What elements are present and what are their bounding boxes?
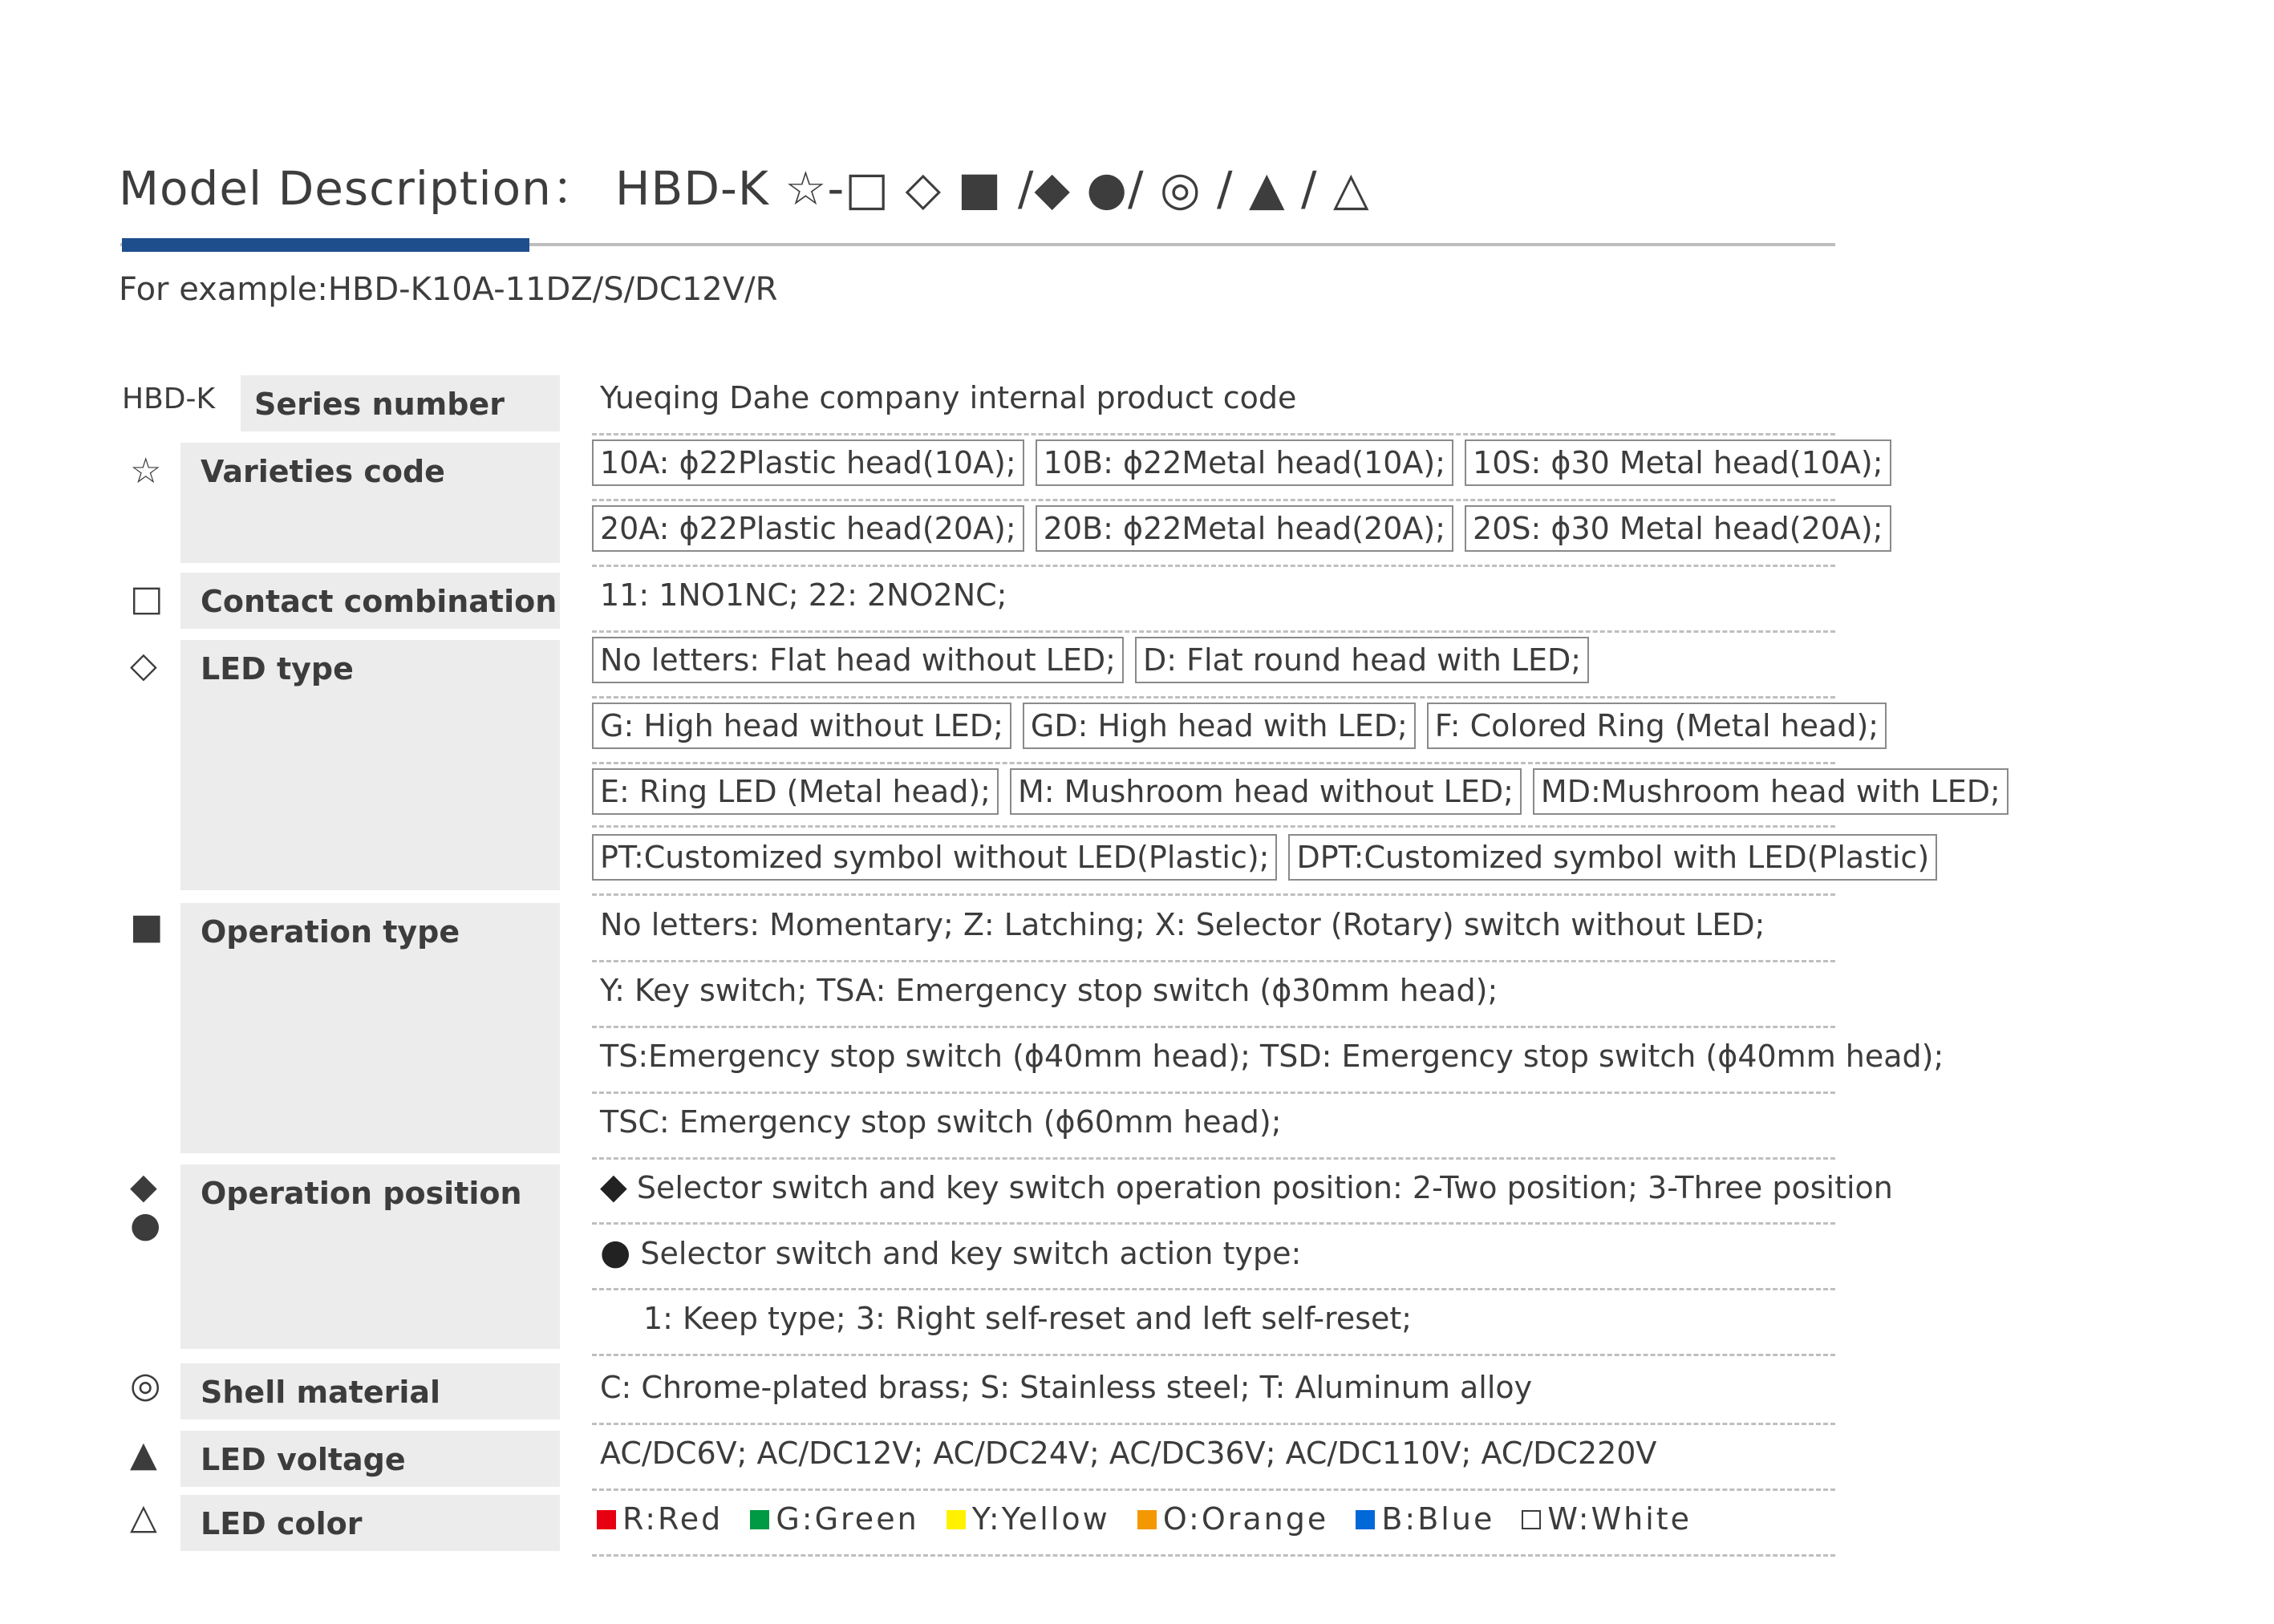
square-outline-icon: □	[130, 578, 164, 619]
star-icon: ☆	[130, 451, 162, 492]
circle-filled-icon: ●	[130, 1205, 161, 1245]
red-swatch	[597, 1510, 616, 1529]
row-series	[592, 367, 1835, 435]
led-type-m: M: Mushroom head without LED;	[1010, 768, 1522, 815]
color-white: W:White	[1547, 1501, 1692, 1537]
orange-swatch	[1137, 1510, 1157, 1529]
color-yellow: Y:Yellow	[971, 1501, 1110, 1537]
label-varieties-code: Varieties code	[180, 443, 560, 563]
label-led-voltage: LED voltage	[180, 1431, 560, 1487]
circle-filled-inline-icon: ●	[600, 1232, 631, 1273]
operation-type-line-3: TS:Emergency stop switch (ϕ40mm head); TSD: Emergency stop switch (ϕ40mm head);	[600, 1039, 1944, 1074]
row-shell	[592, 1357, 1835, 1425]
led-type-d: D: Flat round head with LED;	[1135, 637, 1589, 683]
variety-20b: 20B: ϕ22Metal head(20A);	[1036, 505, 1453, 552]
row-operation-position-3	[592, 1288, 1835, 1356]
row-operation-type-2	[592, 960, 1835, 1028]
variety-20s: 20S: ϕ30 Metal head(20A);	[1465, 505, 1891, 552]
row-led-type-4	[592, 828, 1930, 896]
variety-10b: 10B: ϕ22Metal head(10A);	[1036, 439, 1453, 486]
row-led-type-1	[592, 630, 1835, 699]
diamond-filled-inline-icon: ◆	[600, 1166, 627, 1207]
diamond-outline-icon: ◇	[130, 645, 157, 686]
led-type-none: No letters: Flat head without LED;	[592, 637, 1124, 683]
label-led-color: LED color	[180, 1495, 560, 1551]
double-circle-icon: ◎	[130, 1365, 161, 1406]
variety-20a: 20A: ϕ22Plastic head(20A);	[592, 505, 1024, 552]
led-type-f: F: Colored Ring (Metal head);	[1427, 703, 1887, 749]
color-red: R:Red	[622, 1501, 724, 1537]
operation-type-line-4: TSC: Emergency stop switch (ϕ60mm head);	[600, 1104, 1282, 1140]
title-model-code: HBD-K ☆-□ ◇ ■ /◆ ●/ ◎ / ▲ / △	[614, 161, 1370, 216]
led-color-list	[592, 1501, 1700, 1537]
label-led-type: LED type	[180, 640, 560, 890]
led-voltage-text: AC/DC6V; AC/DC12V; AC/DC24V; AC/DC36V; AC/DC110V; AC/DC220V	[600, 1436, 1657, 1471]
operation-position-line-1: Selector switch and key switch operation position: 2-Two position; 3-Three position	[636, 1170, 1893, 1205]
label-operation-type: Operation type	[180, 903, 560, 1153]
color-orange: O:Orange	[1162, 1501, 1329, 1537]
series-text: Yueqing Dahe company internal product code	[600, 380, 1297, 415]
page-title	[119, 151, 1370, 218]
title-label: Model Description：	[119, 161, 599, 216]
operation-position-line-2: Selector switch and key switch action type:	[640, 1236, 1302, 1271]
label-shell-material: Shell material	[180, 1363, 560, 1419]
label-contact-combination: Contact combination	[180, 573, 560, 629]
row-led-type-3	[592, 762, 2000, 828]
row-varieties-2	[592, 499, 1883, 567]
square-filled-icon: ■	[130, 906, 164, 947]
led-type-e: E: Ring LED (Metal head);	[592, 768, 999, 815]
row-operation-type-3	[592, 1026, 1944, 1094]
row-operation-type-4	[592, 1091, 1835, 1160]
variety-10a: 10A: ϕ22Plastic head(10A);	[592, 439, 1024, 486]
color-blue: B:Blue	[1381, 1501, 1495, 1537]
triangle-outline-icon: △	[130, 1496, 157, 1537]
contact-text: 11: 1NO1NC; 22: 2NO2NC;	[600, 577, 1007, 613]
label-series-number: Series number	[241, 375, 560, 431]
yellow-swatch	[946, 1510, 966, 1529]
led-type-g: G: High head without LED;	[592, 703, 1011, 749]
operation-type-line-1: No letters: Momentary; Z: Latching; X: Selector (Rotary) switch without LED;	[600, 907, 1765, 942]
row-operation-position-1	[592, 1156, 1893, 1225]
variety-10s: 10S: ϕ30 Metal head(10A);	[1465, 439, 1891, 486]
color-green: G:Green	[776, 1501, 919, 1537]
title-accent-bar	[122, 238, 529, 252]
row-led-voltage	[592, 1423, 1835, 1491]
green-swatch	[750, 1510, 769, 1529]
row-contact	[592, 565, 1835, 633]
row-led-type-2	[592, 696, 1879, 764]
led-type-md: MD:Mushroom head with LED;	[1533, 768, 2008, 815]
example-text: For example:HBD-K10A-11DZ/S/DC12V/R	[119, 271, 778, 308]
led-type-dpt: DPT:Customized symbol with LED(Plastic)	[1288, 834, 1937, 881]
operation-position-line-3: 1: Keep type; 3: Right self-reset and left self-reset;	[643, 1301, 1413, 1336]
triangle-filled-icon: ▲	[130, 1434, 157, 1475]
diamond-filled-icon: ◆	[130, 1166, 157, 1207]
row-led-color	[592, 1488, 1835, 1557]
row-operation-position-2	[592, 1222, 1835, 1290]
white-swatch	[1522, 1510, 1541, 1529]
label-operation-position: Operation position	[180, 1164, 560, 1349]
row-operation-type-1	[592, 894, 1835, 962]
series-code: HBD-K	[122, 383, 216, 415]
operation-type-line-2: Y: Key switch; TSA: Emergency stop switch (ϕ30mm head);	[600, 973, 1498, 1008]
led-type-pt: PT:Customized symbol without LED(Plastic);	[592, 834, 1277, 881]
blue-swatch	[1356, 1510, 1375, 1529]
shell-text: C: Chrome-plated brass; S: Stainless steel; T: Aluminum alloy	[600, 1370, 1533, 1405]
row-varieties-1	[592, 433, 1883, 501]
led-type-gd: GD: High head with LED;	[1023, 703, 1416, 749]
